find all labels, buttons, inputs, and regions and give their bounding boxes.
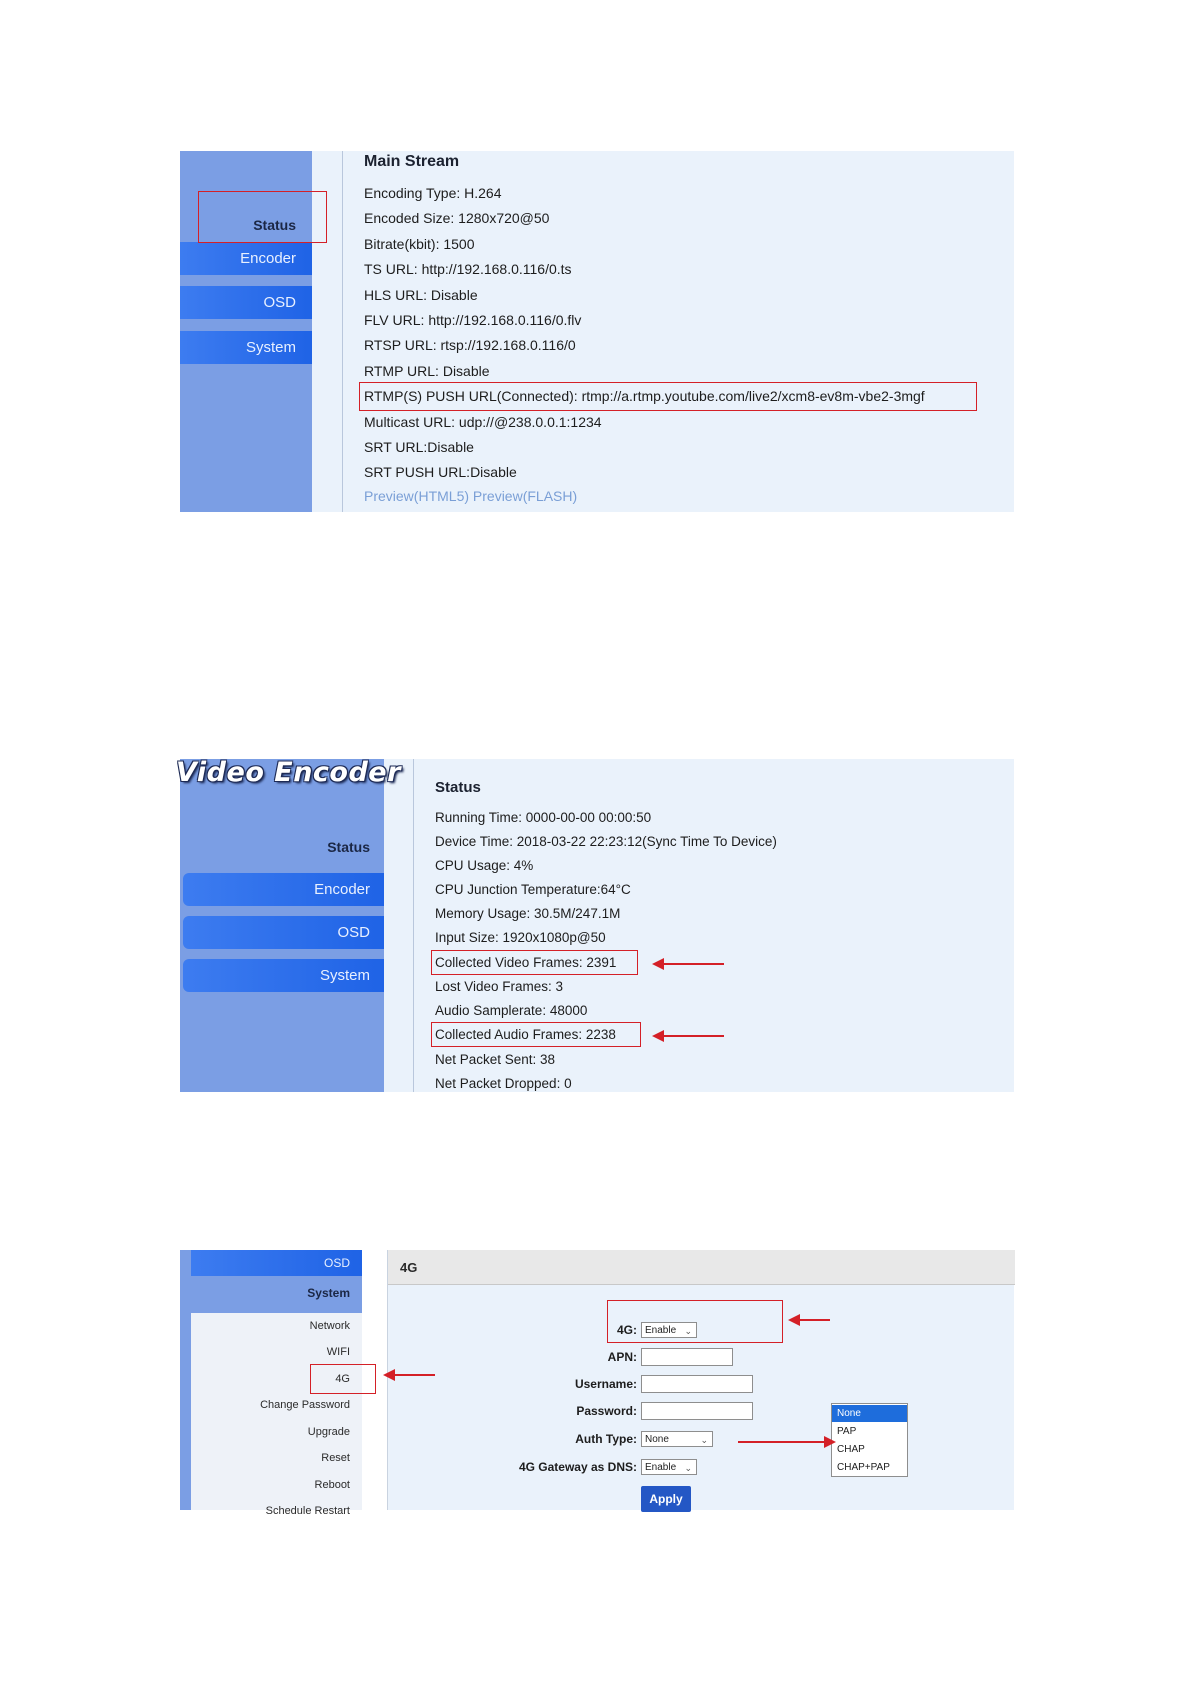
highlight-box <box>607 1300 783 1343</box>
divider <box>413 759 414 1092</box>
app-logo: Video Encoder <box>176 757 401 788</box>
status-line: Device Time: 2018-03-22 22:23:12(Sync Time To Device) <box>435 834 777 849</box>
sidebar-item-system[interactable]: System <box>180 331 312 364</box>
auth-option-chap-pap[interactable]: CHAP+PAP <box>837 1462 890 1473</box>
sidebar-item-encoder[interactable]: Encoder <box>183 873 384 906</box>
submenu-item-network[interactable]: Network <box>309 1320 350 1332</box>
info-line: RTMP URL: Disable <box>364 363 490 379</box>
apn-label: APN: <box>607 1350 637 1364</box>
highlight-box <box>431 1022 641 1047</box>
submenu-item-change-password[interactable]: Change Password <box>260 1399 350 1411</box>
auth-type-select[interactable] <box>641 1431 713 1447</box>
auth-option-pap[interactable]: PAP <box>837 1426 857 1437</box>
chevron-down-icon: ⌄ <box>700 1435 708 1445</box>
auth-type-label: Auth Type: <box>575 1432 637 1446</box>
arrow-left-icon <box>393 1374 435 1376</box>
info-line: TS URL: http://192.168.0.116/0.ts <box>364 261 572 277</box>
arrow-left-icon <box>662 1035 724 1037</box>
submenu-item-4g[interactable]: 4G <box>335 1373 350 1385</box>
info-line: HLS URL: Disable <box>364 287 478 303</box>
info-line: Multicast URL: udp://@238.0.0.1:1234 <box>364 414 602 430</box>
4g-panel <box>387 1250 1014 1510</box>
arrow-left-icon <box>662 963 724 965</box>
status-line: Input Size: 1920x1080p@50 <box>435 930 606 945</box>
submenu-item-reboot[interactable]: Reboot <box>314 1479 350 1491</box>
dns-select-value: Enable <box>645 1462 677 1473</box>
highlight-box <box>310 1364 376 1394</box>
preview-flash-link[interactable]: Preview(FLASH) <box>472 488 578 504</box>
apply-button[interactable]: Apply <box>641 1486 691 1512</box>
sidebar-item-encoder[interactable]: Encoder <box>180 242 312 275</box>
dns-select[interactable] <box>641 1459 697 1475</box>
highlight-box <box>359 382 977 411</box>
sidebar-item-osd[interactable]: OSD <box>183 916 384 949</box>
info-line: SRT PUSH URL:Disable <box>364 464 517 480</box>
status-line: CPU Usage: 4% <box>435 858 534 873</box>
4g-label: 4G: <box>616 1323 637 1337</box>
apn-input[interactable] <box>641 1348 733 1366</box>
info-line: SRT URL:Disable <box>364 439 474 455</box>
chevron-down-icon: ⌄ <box>684 1326 692 1336</box>
status-line: Memory Usage: 30.5M/247.1M <box>435 906 621 921</box>
info-line: RTSP URL: rtsp://192.168.0.116/0 <box>364 337 576 353</box>
preview-links <box>364 488 577 504</box>
password-input[interactable] <box>641 1402 753 1420</box>
sidebar-item-osd[interactable]: OSD <box>191 1250 362 1276</box>
auth-option-chap[interactable]: CHAP <box>837 1444 865 1455</box>
info-line: Bitrate(kbit): 1500 <box>364 236 475 252</box>
auth-type-value: None <box>645 1434 669 1445</box>
info-line: Encoding Type: H.264 <box>364 185 502 201</box>
section-title: Main Stream <box>364 153 460 170</box>
panel-title: 4G <box>400 1260 418 1275</box>
submenu-item-upgrade[interactable]: Upgrade <box>307 1426 350 1438</box>
sidebar-item-system[interactable]: System <box>307 1286 350 1300</box>
username-label: Username: <box>574 1377 637 1391</box>
submenu-item-wifi[interactable]: WIFI <box>326 1346 350 1358</box>
section-title: Status <box>435 779 481 796</box>
sidebar-item-status[interactable]: Status <box>327 839 370 855</box>
auth-option-none[interactable]: None <box>832 1405 907 1422</box>
panel-header <box>388 1250 1015 1285</box>
chevron-down-icon: ⌄ <box>684 1463 692 1473</box>
rtmp-push-url-line: RTMP(S) PUSH URL(Connected): rtmp://a.rtmp.youtube.com/live2/xcm8-ev8m-vbe2-3mgf <box>364 388 925 404</box>
status-line: Net Packet Sent: 38 <box>435 1052 556 1067</box>
status-line: Audio Samplerate: 48000 <box>435 1003 588 1018</box>
username-input[interactable] <box>641 1375 753 1393</box>
4g-select-value: Enable <box>645 1325 677 1336</box>
status-line: Lost Video Frames: 3 <box>435 979 564 994</box>
sidebar-item-system[interactable]: System <box>183 959 384 992</box>
arrow-left-icon <box>798 1319 830 1321</box>
preview-html5-link[interactable]: Preview(HTML5) <box>364 488 470 504</box>
highlight-box <box>431 950 638 975</box>
info-line: Encoded Size: 1280x720@50 <box>364 210 550 226</box>
4g-settings-screenshot <box>180 1250 1014 1517</box>
auth-type-dropdown <box>831 1403 908 1477</box>
collected-video-frames-line: Collected Video Frames: 2391 <box>435 955 617 970</box>
status-line: CPU Junction Temperature:64°C <box>435 882 631 897</box>
collected-audio-frames-line: Collected Audio Frames: 2238 <box>435 1027 616 1042</box>
submenu-item-schedule-restart[interactable]: Schedule Restart <box>265 1505 350 1517</box>
highlight-box <box>198 191 327 243</box>
arrow-right-icon <box>738 1441 826 1443</box>
divider <box>342 151 343 512</box>
info-line: FLV URL: http://192.168.0.116/0.flv <box>364 312 582 328</box>
system-submenu <box>191 1313 362 1517</box>
status-line: Net Packet Dropped: 0 <box>435 1076 572 1091</box>
dns-label: 4G Gateway as DNS: <box>518 1460 637 1474</box>
sidebar-item-status[interactable]: Status <box>253 217 296 233</box>
password-label: Password: <box>576 1404 637 1418</box>
sidebar-item-osd[interactable]: OSD <box>180 286 312 319</box>
status-line: Running Time: 0000-00-00 00:00:50 <box>435 810 652 825</box>
submenu-item-reset[interactable]: Reset <box>321 1452 350 1464</box>
